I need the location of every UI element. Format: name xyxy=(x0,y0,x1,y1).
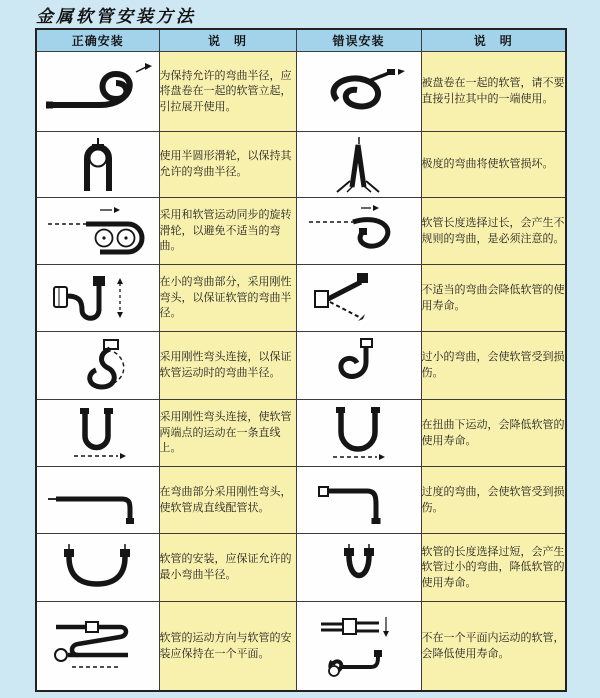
correct-desc-cell xyxy=(159,51,296,131)
wrong-image-cell xyxy=(296,51,421,131)
coil-pulled-end-icon xyxy=(303,60,415,122)
wrong-desc-cell xyxy=(421,264,566,331)
coiled-hose-unrolled-icon xyxy=(42,60,154,122)
irregular-loop-icon xyxy=(303,202,415,260)
correct-image-cell xyxy=(36,331,159,399)
inline-u-loop-icon xyxy=(42,404,154,462)
table-row xyxy=(36,466,566,533)
wrong-image-cell xyxy=(296,601,421,691)
correct-desc-text: 在小的弯曲部分，采用刚性弯头，以保证软管的弯曲半径。 xyxy=(159,275,292,320)
correct-desc-cell xyxy=(159,601,296,691)
correct-image-cell xyxy=(36,51,159,131)
wrong-desc-cell xyxy=(421,197,566,264)
correct-desc-cell xyxy=(159,399,296,466)
out-of-plane-loop-icon xyxy=(303,611,415,681)
wrong-desc-text: 软管长度选择过长，会产生不规则的弯曲，是必须注意的。 xyxy=(421,215,565,245)
col-header-correct-desc: 说 明 xyxy=(159,29,296,51)
wrong-desc-cell xyxy=(421,466,566,533)
sharp-pinched-bend-icon xyxy=(303,135,415,193)
wrong-image-cell xyxy=(296,264,421,331)
table-row xyxy=(36,51,566,131)
wrong-desc-cell xyxy=(421,601,566,691)
wrong-desc-cell xyxy=(421,331,566,399)
correct-desc-text: 为保持允许的弯曲半径，应将盘卷在一起的软管立起，引拉展开使用。 xyxy=(159,68,292,113)
correct-desc-text: 在弯曲部分采用刚性弯头，使软管成直线配管状。 xyxy=(159,484,292,514)
wrong-desc-cell xyxy=(421,533,566,601)
table-row xyxy=(36,331,566,399)
correct-desc-text: 采用和软管运动同步的旋转滑轮，以避免不适当的弯曲。 xyxy=(159,208,292,253)
correct-desc-cell xyxy=(159,197,296,264)
correct-image-cell xyxy=(36,264,159,331)
wrong-image-cell xyxy=(296,466,421,533)
wrong-desc-text: 极度的弯曲将使软管损坏。 xyxy=(421,157,554,171)
wrong-desc-text: 软管的长度选择过短，会产生软管过小的弯曲，降低软管的使用寿命。 xyxy=(421,544,565,589)
wrong-desc-text: 不在一个平面内运动的软管，会降低使用寿命。 xyxy=(421,631,565,660)
correct-image-cell xyxy=(36,399,159,466)
wrong-desc-text: 被盘卷在一起的软管，请不要直接引拉其中的一端使用。 xyxy=(421,76,565,105)
table-row xyxy=(36,131,566,197)
wrong-image-cell xyxy=(296,197,421,264)
wrong-desc-text: 过小的弯曲，会使软管受到损伤。 xyxy=(421,350,565,379)
correct-image-cell xyxy=(36,601,159,691)
wrong-desc-cell xyxy=(421,399,566,466)
correct-image-cell xyxy=(36,131,159,197)
table-row xyxy=(36,533,566,601)
rotating-pulleys-icon xyxy=(42,202,154,260)
tight-u-bend-icon xyxy=(303,538,415,596)
correct-desc-cell xyxy=(159,264,296,331)
rigid-elbow-small-bend-icon xyxy=(42,269,154,327)
correct-desc-text: 采用刚性弯头连接，以保证软管运动时的弯曲半径。 xyxy=(159,350,292,379)
wrong-desc-text: 过度的弯曲，会使软管受到损伤。 xyxy=(421,484,565,514)
semicircular-pulley-icon xyxy=(42,135,154,193)
wrong-image-cell xyxy=(296,131,421,197)
installation-table xyxy=(35,28,567,692)
correct-image-cell xyxy=(36,466,159,533)
twisted-u-loop-icon xyxy=(303,404,415,462)
correct-image-cell xyxy=(36,197,159,264)
correct-desc-cell xyxy=(159,533,296,601)
col-header-wrong-install: 错误安装 xyxy=(296,29,421,51)
correct-desc-text: 软管的安装，应保证允许的最小弯曲半径。 xyxy=(159,552,292,581)
table-row xyxy=(36,197,566,264)
correct-desc-cell xyxy=(159,131,296,197)
wrong-desc-text: 在扭曲下运动，会降低软管的使用寿命。 xyxy=(421,417,565,447)
wide-u-bend-icon xyxy=(42,538,154,596)
over-bent-elbow-icon xyxy=(303,471,415,529)
one-plane-trap-icon xyxy=(42,611,154,681)
wrong-image-cell xyxy=(296,399,421,466)
wrong-image-cell xyxy=(296,533,421,601)
sharp-bend-at-fitting-icon xyxy=(303,269,415,327)
table-row xyxy=(36,601,566,691)
table-row xyxy=(36,264,566,331)
wrong-image-cell xyxy=(296,331,421,399)
correct-desc-text: 使用半圆形滑轮，以保持其允许的弯曲半径。 xyxy=(159,149,292,178)
page-title: 金属软管安装方法 xyxy=(36,7,196,27)
correct-desc-cell xyxy=(159,466,296,533)
wrong-desc-text: 不适当的弯曲会降低软管的使用寿命。 xyxy=(421,282,565,312)
correct-desc-text: 采用刚性弯头连接，使软管两端点的运动在一条直线上。 xyxy=(159,410,292,455)
elbow-s-curve-icon xyxy=(42,336,154,394)
wrong-desc-cell xyxy=(421,51,566,131)
tight-hook-bend-icon xyxy=(303,336,415,394)
wrong-desc-cell xyxy=(421,131,566,197)
correct-desc-cell xyxy=(159,331,296,399)
col-header-wrong-desc: 说 明 xyxy=(421,29,566,51)
correct-image-cell xyxy=(36,533,159,601)
col-header-correct-install: 正确安装 xyxy=(36,29,159,51)
table-row xyxy=(36,399,566,466)
header-row xyxy=(36,29,566,51)
correct-desc-text: 软管的运动方向与软管的安装应保持在一个平面。 xyxy=(159,631,292,660)
straight-run-elbow-icon xyxy=(42,471,154,529)
